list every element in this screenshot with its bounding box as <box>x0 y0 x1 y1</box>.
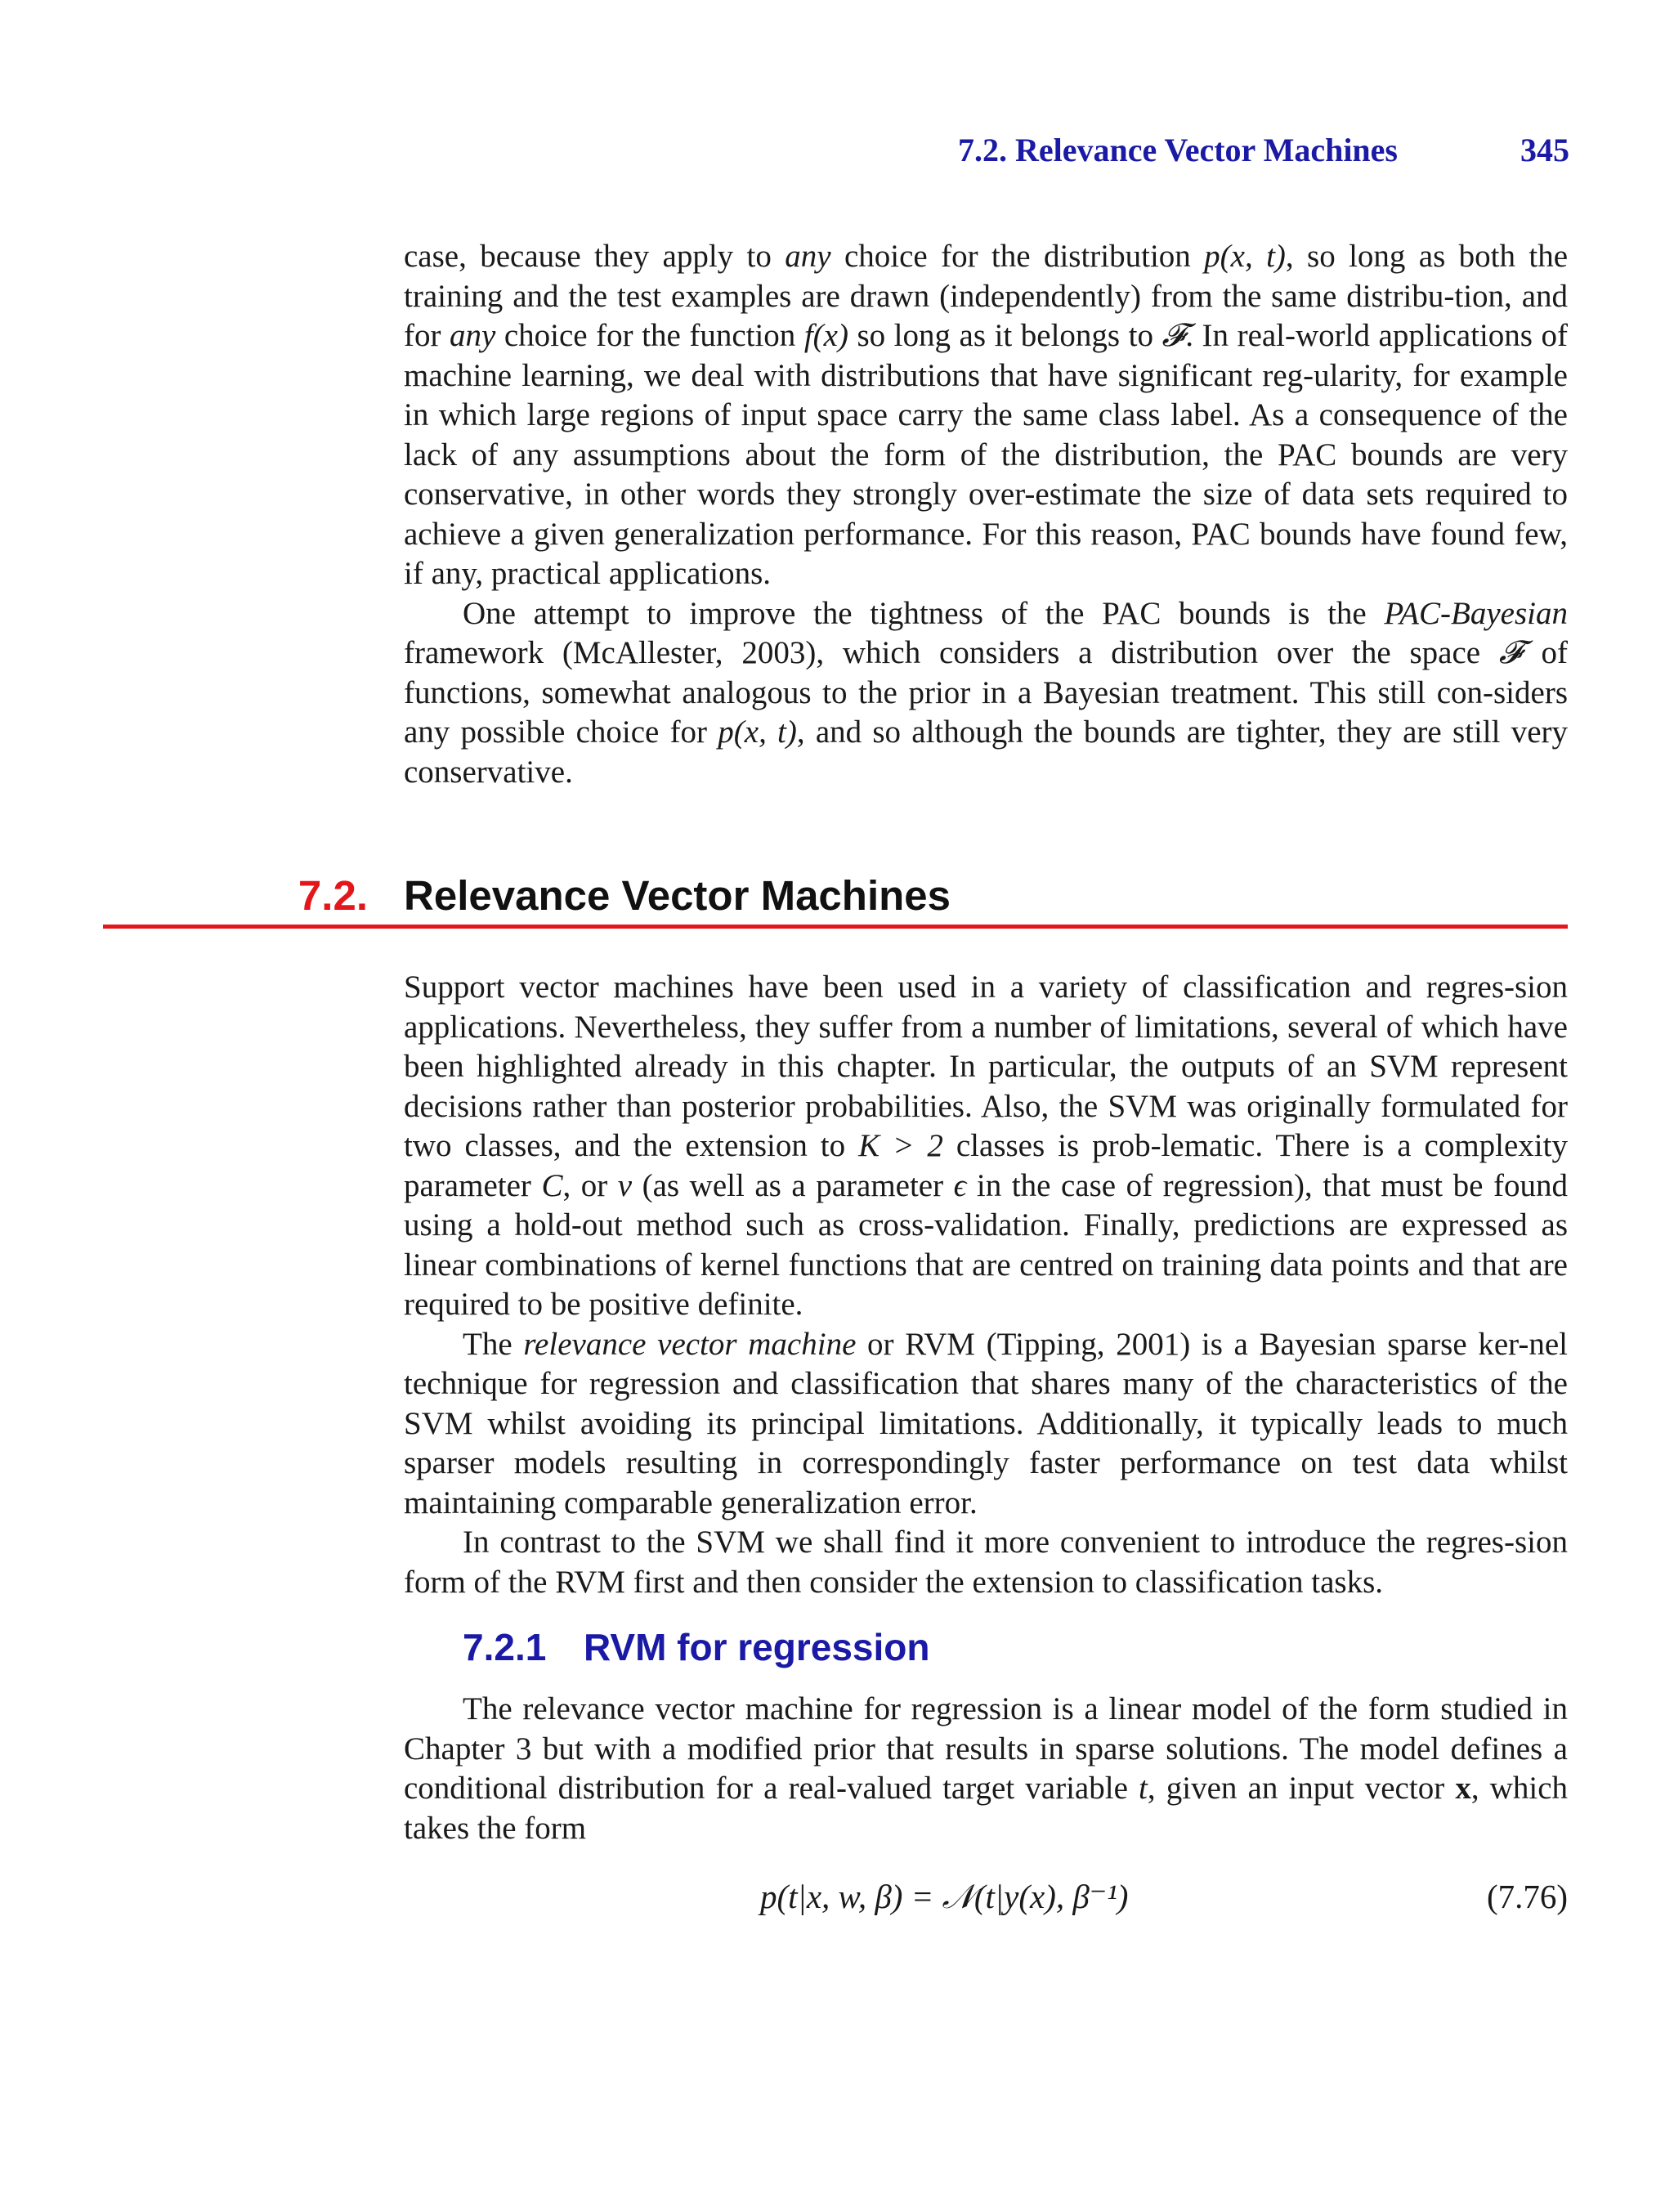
math-inline: 𝓕 <box>1162 318 1186 353</box>
subsection-number: 7.2.1 <box>463 1626 547 1668</box>
page-number: 345 <box>1520 132 1569 168</box>
section-number: 7.2. <box>298 872 368 919</box>
svm-text-block <box>404 968 1568 1602</box>
rvm-text-block <box>404 1690 1568 1848</box>
running-head <box>817 131 1569 177</box>
equation-expression: p(t|x, w, β) = 𝒩(t|y(x), β⁻¹) <box>760 1878 1129 1915</box>
subsection-heading <box>463 1625 1568 1674</box>
paragraph: case, because they apply to any choice for the distribution p(x, t), so long as both the training and the test examples are drawn (independently) from the same distribu-tion, and for any choice for the function f(x) so long as it belongs to 𝓕. In real-world applications of machine learning, we deal with distributions that have significant reg-ularity, for example in which large regions of input space carry the same class label. As a consequence of the lack of any assumptions about the form of the distribution, the PAC bounds are very conservative, in other words they strongly over-estimate the size of data sets required to achieve a given generalization performance. For this reason, PAC bounds have found few, if any, practical applications. <box>404 239 1569 591</box>
math-inline: ϵ <box>953 1167 967 1203</box>
math-inline: C <box>541 1167 563 1203</box>
paragraph: Support vector machines have been used in a variety of classification and regres-sion applications. Nevertheless, they suffer from a number of limitations, several of which have been highlighted already in this chapter. In particular, the outputs of an SVM represent decisions rather than posterior probabilities. Also, the SVM was originally formulated for two classes, and the extension to K > 2 classes is prob-lematic. There is a complexity parameter C, or ν (as well as a parameter ϵ in the case of regression), that must be found using a hold-out method such as cross-validation. Finally, predictions are expressed as linear combinations of kernel functions that are centred on training data points and that are required to be positive definite. <box>404 969 1568 1322</box>
math-inline: p(x, t) <box>718 714 797 750</box>
equation-number: (7.76) <box>1486 1878 1568 1915</box>
math-inline: t <box>1139 1771 1148 1806</box>
section-title: Relevance Vector Machines <box>404 872 951 919</box>
math-inline: ν <box>617 1167 633 1203</box>
math-inline: x <box>1455 1771 1471 1806</box>
equation-7-76 <box>404 1877 1568 1926</box>
paragraph: In contrast to the SVM we shall find it more convenient to introduce the regres-sion form of the RVM first and then consider the extension to classification tasks. <box>404 1525 1568 1600</box>
math-inline: K > 2 <box>858 1128 943 1163</box>
math-inline: p(x, t) <box>1204 239 1286 274</box>
math-inline: f(x) <box>803 318 848 353</box>
math-inline: 𝓕 <box>1498 635 1523 670</box>
paragraph: The relevance vector machine for regression is a linear model of the form studied in Chapter 3 but with a modified prior that results in sparse solutions. The model defines a conditional distribution for a real-valued target variable t, given an input vector x, which takes the form <box>404 1691 1568 1846</box>
subsection-title: RVM for regression <box>584 1626 930 1668</box>
running-head-title: 7.2. Relevance Vector Machines <box>957 132 1398 168</box>
paragraph: One attempt to improve the tightness of the PAC bounds is the PAC-Bayesian framework (McAllester, 2003), which considers a distribution over the space 𝓕 of functions, somewhat analogous to the prior in a Bayesian treatment. This still con-siders any possible choice for p(x, t), and so although the bounds are tighter, they are still very conservative. <box>404 595 1568 790</box>
intro-text-block <box>404 237 1568 792</box>
section-rule-divider <box>103 925 1568 929</box>
paragraph: The relevance vector machine or RVM (Tipping, 2001) is a Bayesian sparse ker-nel technique for regression and classification that shares many of the characteristics of the SVM whilst avoiding its principal limitations. Additionally, it typically leads to much sparser models resulting in correspondingly faster performance on test data whilst maintaining comparable generalization error. <box>404 1326 1568 1520</box>
